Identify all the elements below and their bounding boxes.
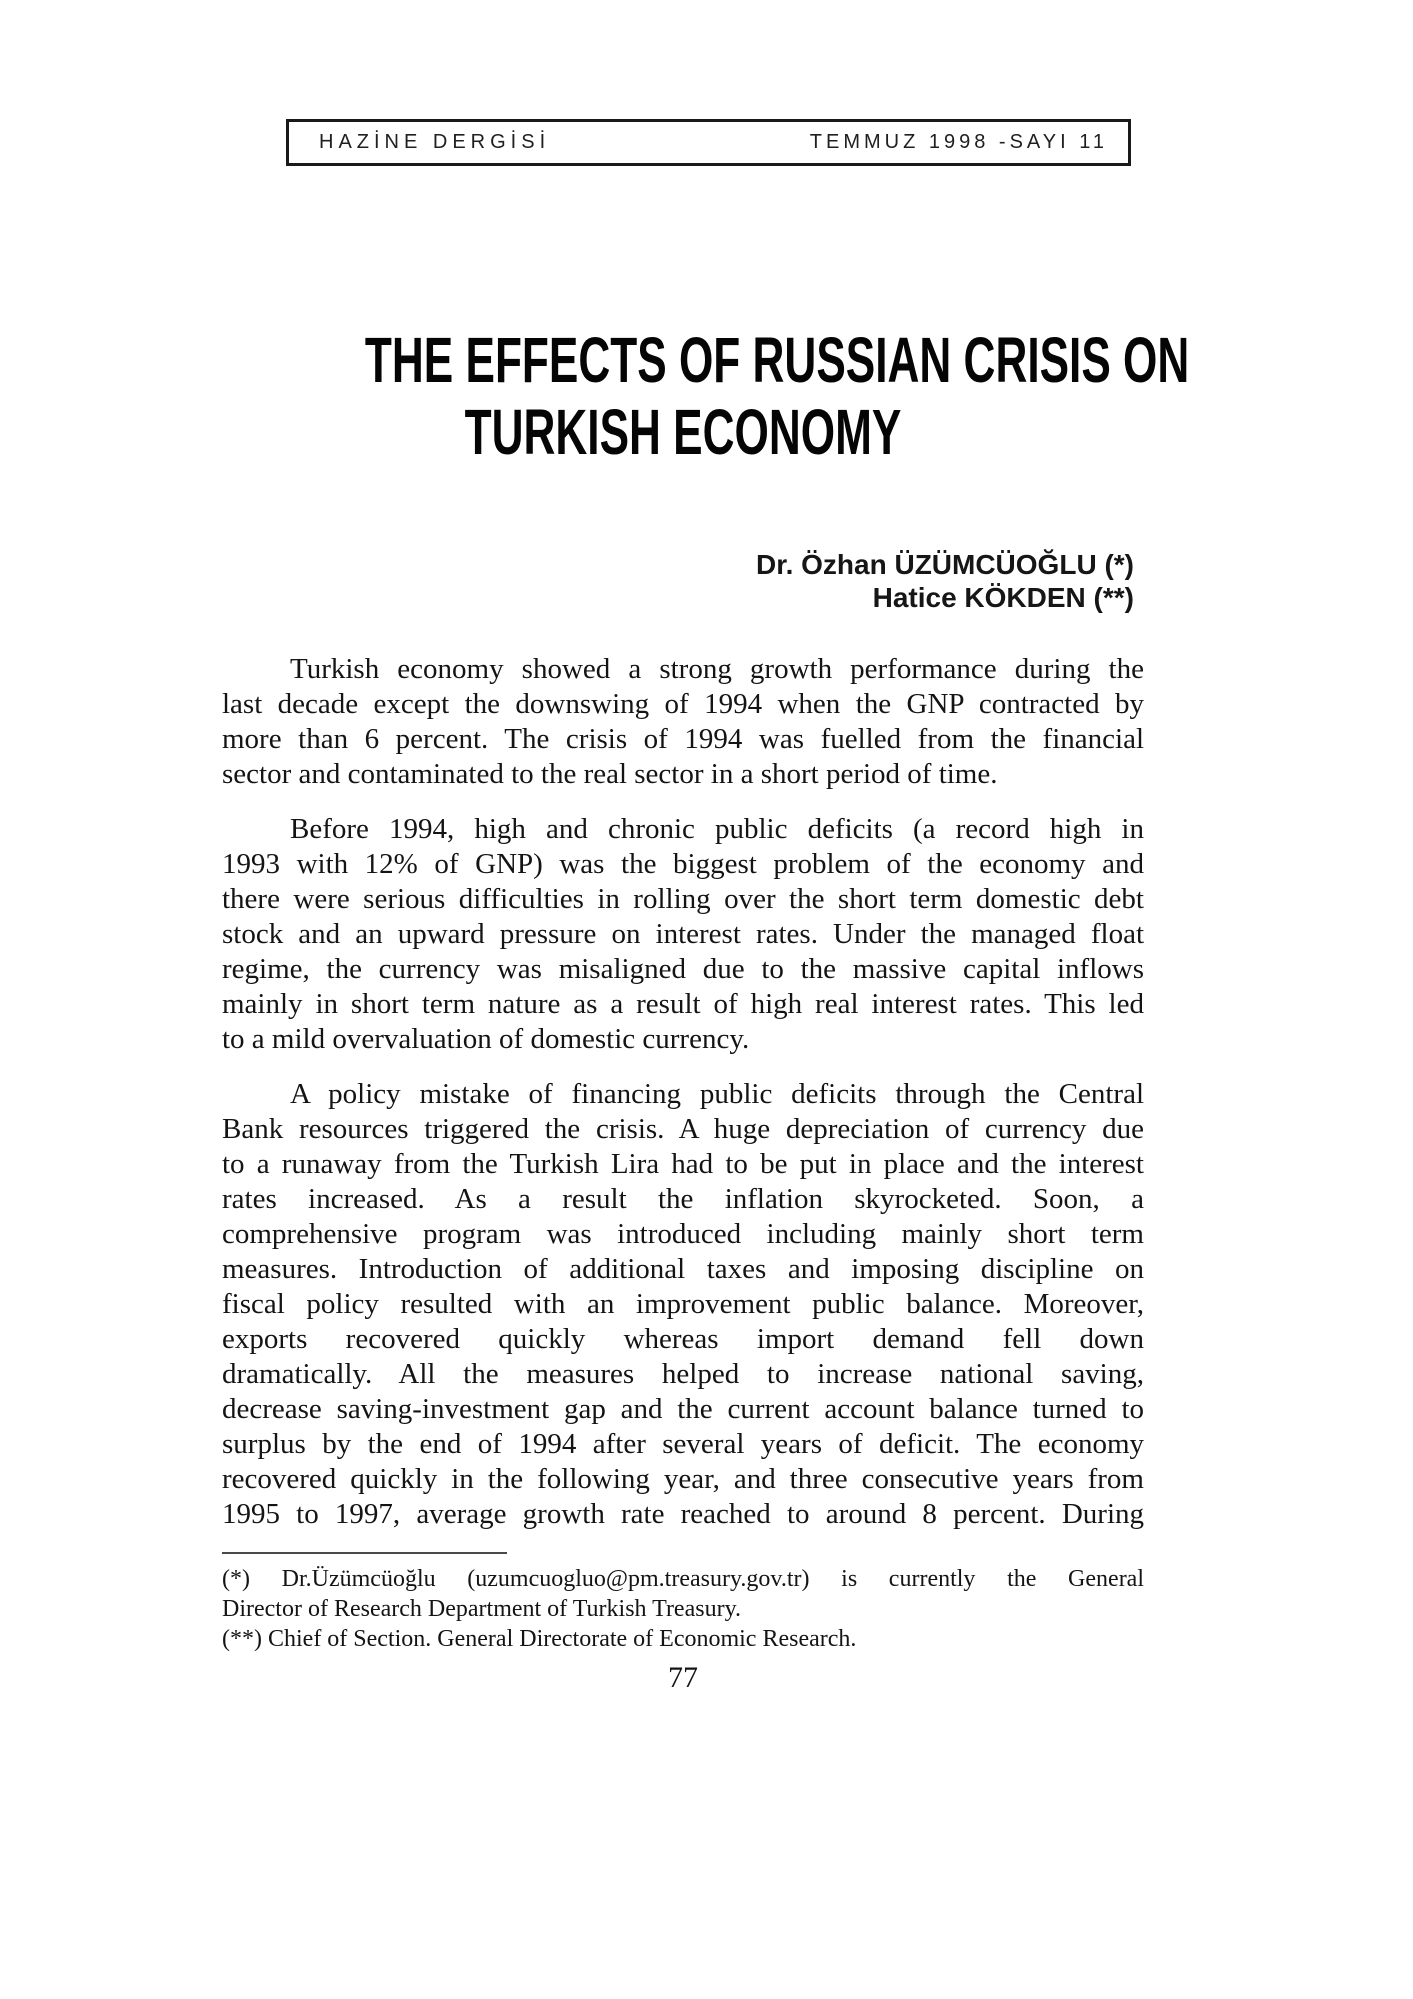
text-line: mainly in short term nature as a result of high real interest rates. This led xyxy=(222,988,1144,1020)
text-line: Turkish economy showed a strong growth performance during the xyxy=(290,653,1144,685)
text-line: surplus by the end of 1994 after several years of deficit. The economy xyxy=(222,1428,1144,1460)
paragraph xyxy=(222,1564,1144,1624)
text-line: recovered quickly in the following year, and three consecutive years from xyxy=(222,1463,1144,1495)
text-line: sector and contaminated to the real sector in a short period of time. xyxy=(222,758,998,790)
title-line: THE EFFECTS OF RUSSIAN CRISIS ON xyxy=(364,324,1190,396)
journal-issue: TEMMUZ 1998 -SAYI 11 xyxy=(809,131,1108,153)
text-line: 1993 with 12% of GNP) was the biggest problem of the economy and xyxy=(222,848,1144,880)
paragraph xyxy=(222,812,1144,1057)
footnote-divider xyxy=(222,1552,507,1554)
paragraph xyxy=(222,1077,1144,1532)
text-line: Director of Research Department of Turkish Treasury. xyxy=(222,1596,742,1622)
text-line: Bank resources triggered the crisis. A huge depreciation of currency due xyxy=(222,1113,1144,1145)
text-line: regime, the currency was misaligned due to the massive capital inflows xyxy=(222,953,1144,985)
text-line: dramatically. All the measures helped to increase national saving, xyxy=(222,1358,1144,1390)
text-line: comprehensive program was introduced including mainly short term xyxy=(222,1218,1144,1250)
text-line: fiscal policy resulted with an improvement public balance. Moreover, xyxy=(222,1288,1144,1320)
text-line: decrease saving-investment gap and the current account balance turned to xyxy=(222,1393,1144,1425)
text-line: exports recovered quickly whereas import demand fell down xyxy=(222,1323,1144,1355)
authors xyxy=(222,548,1144,614)
page-number: 77 xyxy=(668,1661,698,1694)
journal-name: HAZİNE DERGİSİ xyxy=(319,131,551,153)
text-line: rates increased. As a result the inflation skyrocketed. Soon, a xyxy=(222,1183,1144,1215)
body-paragraphs xyxy=(222,652,1144,1532)
text-line: more than 6 percent. The crisis of 1994 was fuelled from the financial xyxy=(222,723,1144,755)
text-line: there were serious difficulties in rolling over the short term domestic debt xyxy=(222,883,1144,915)
text-line: Before 1994, high and chronic public deficits (a record high in xyxy=(290,813,1144,845)
text-line: last decade except the downswing of 1994 when the GNP contracted by xyxy=(222,688,1144,720)
paragraph xyxy=(222,652,1144,792)
author-line: Hatice KÖKDEN (**) xyxy=(872,582,1134,613)
article-body xyxy=(222,652,1144,1695)
text-line: 1995 to 1997, average growth rate reached to around 8 percent. During xyxy=(222,1498,1144,1530)
journal-header xyxy=(286,119,1131,166)
text-line: A policy mistake of financing public deficits through the Central xyxy=(290,1078,1144,1110)
footnotes xyxy=(222,1564,1144,1654)
text-line: (*) Dr.Üzümcüoğlu (uzumcuogluo@pm.treasury.gov.tr) is currently the General xyxy=(222,1566,1144,1592)
text-line: measures. Introduction of additional taxes and imposing discipline on xyxy=(222,1253,1144,1285)
paragraph xyxy=(222,1624,1144,1654)
text-line: to a mild overvaluation of domestic currency. xyxy=(222,1023,750,1055)
text-line: stock and an upward pressure on interest rates. Under the managed float xyxy=(222,918,1144,950)
article-title xyxy=(222,324,1190,468)
author-line: Dr. Özhan ÜZÜMCÜOĞLU (*) xyxy=(756,549,1134,580)
text-line: to a runaway from the Turkish Lira had to be put in place and the interest xyxy=(222,1148,1144,1180)
title-line: TURKISH ECONOMY xyxy=(464,396,902,468)
text-line: (**) Chief of Section. General Directorate of Economic Research. xyxy=(222,1626,857,1652)
